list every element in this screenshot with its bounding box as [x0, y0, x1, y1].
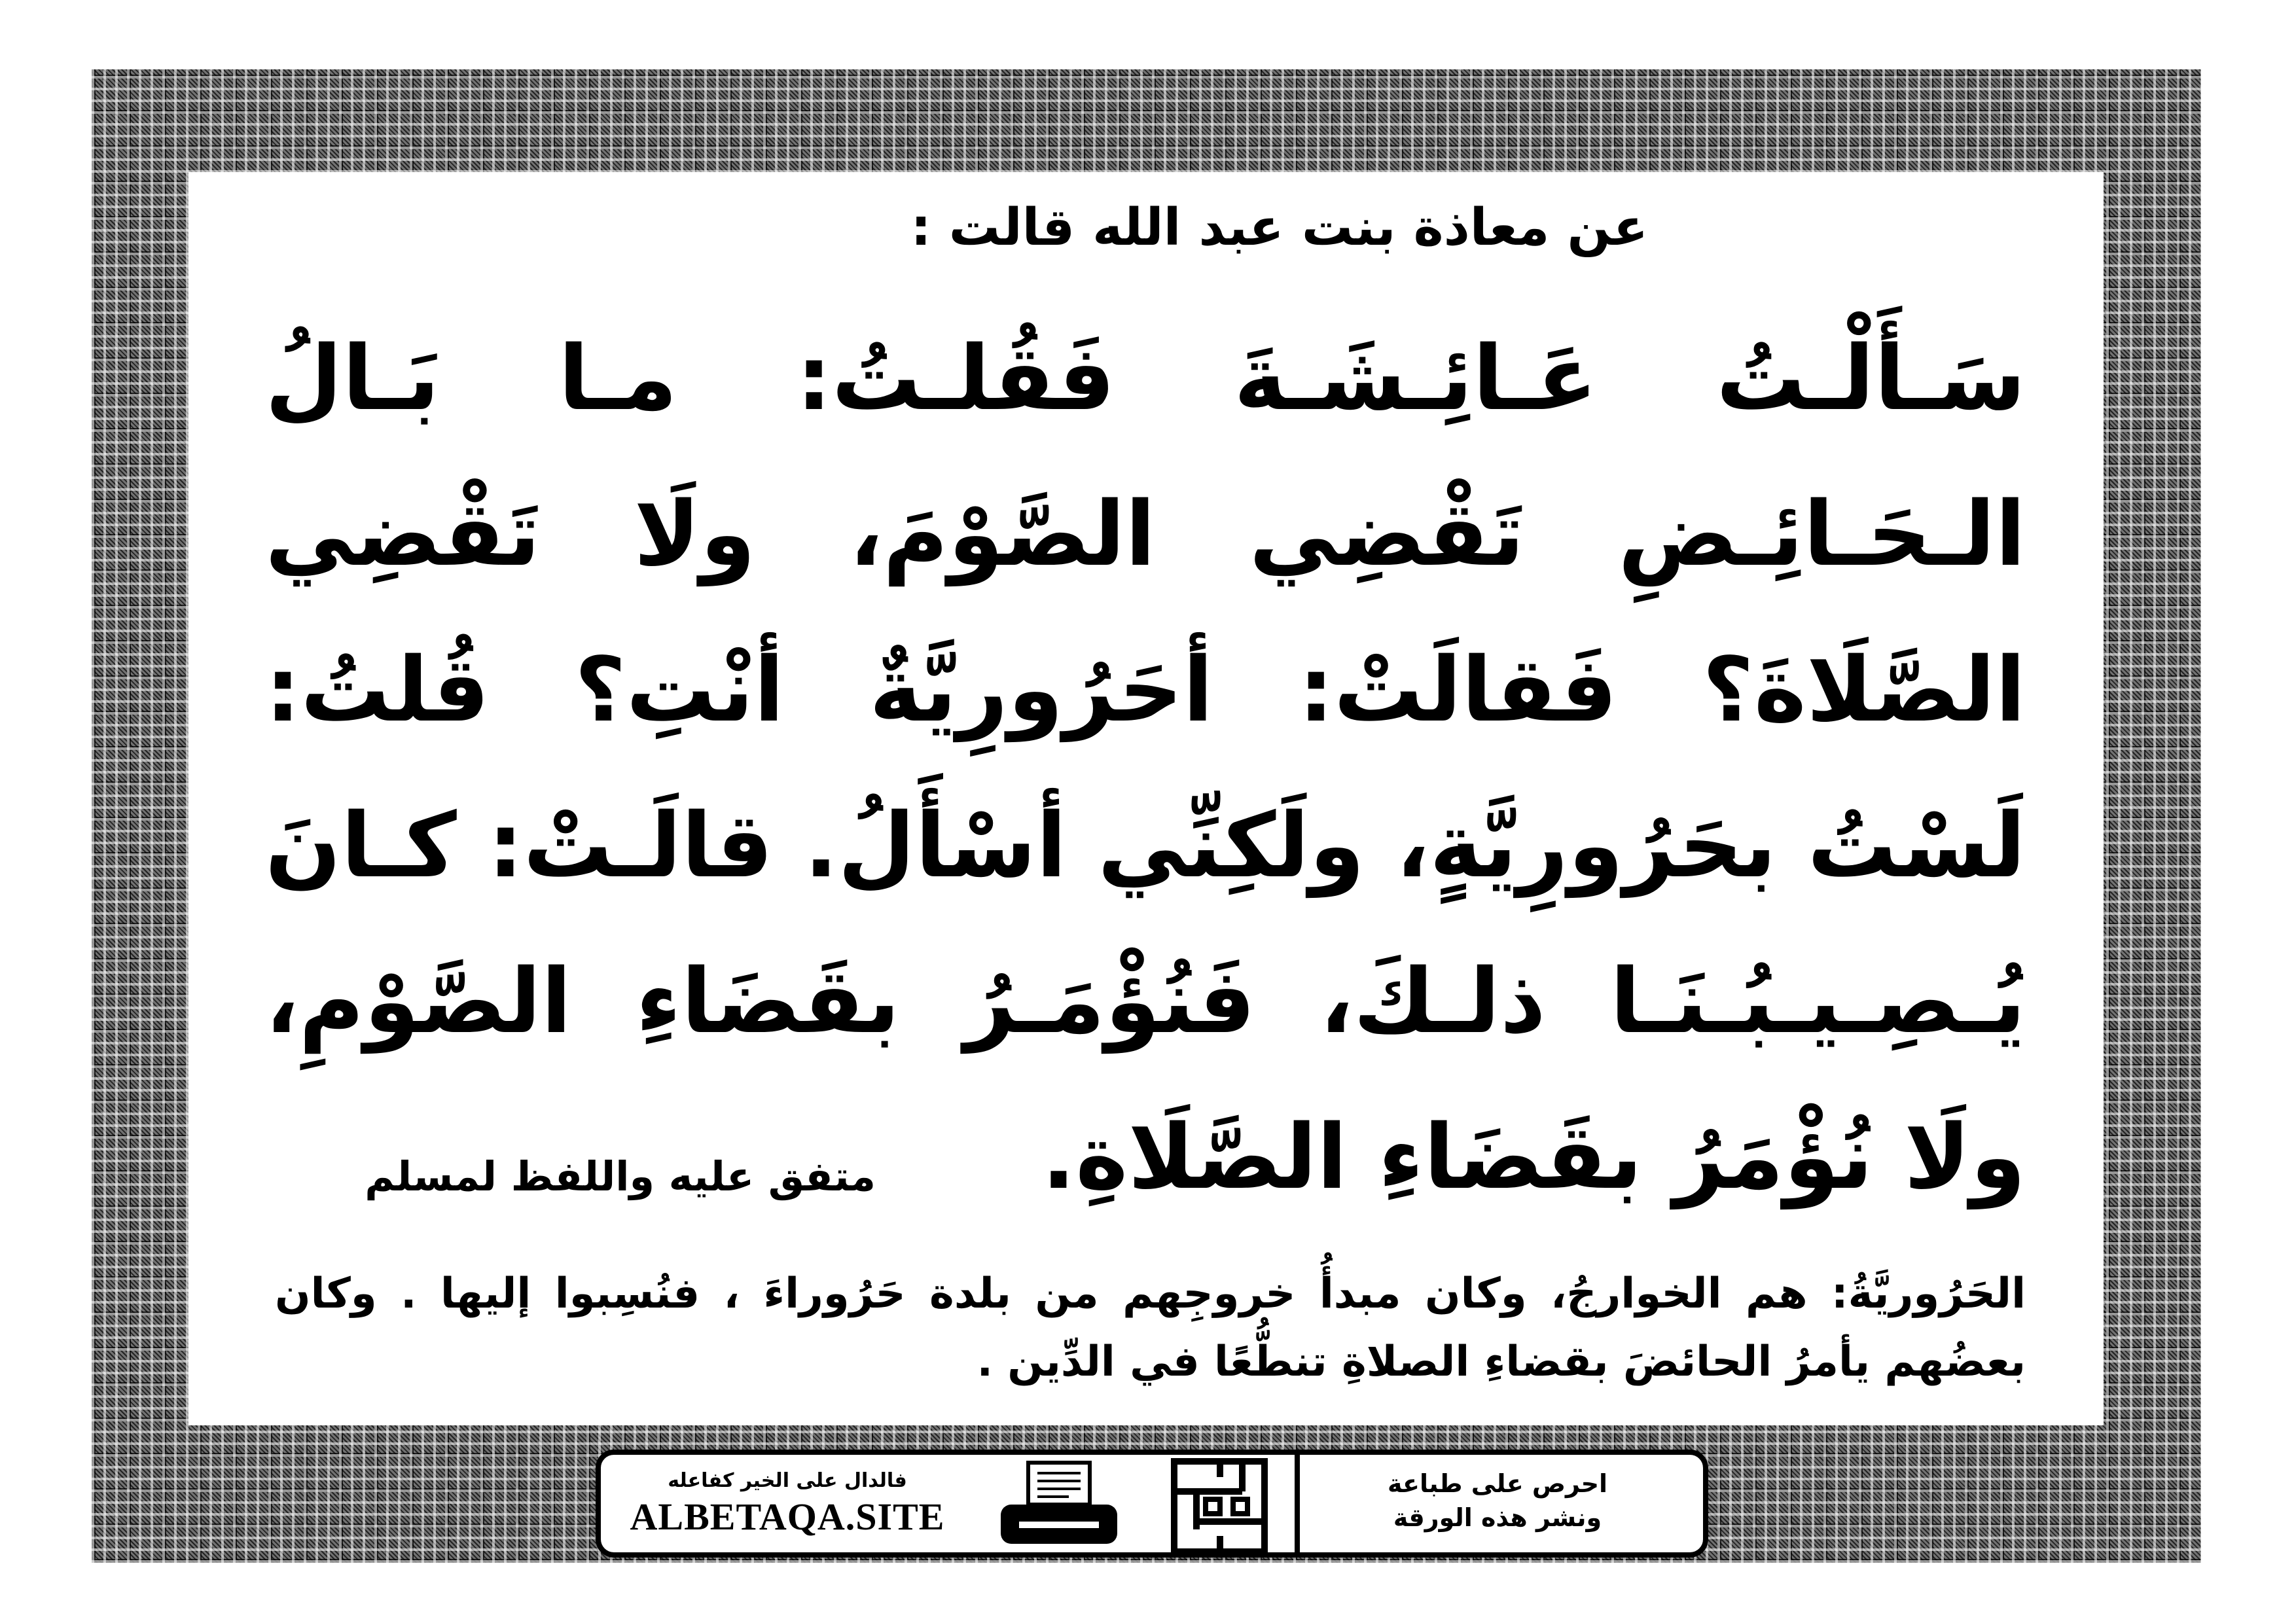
footer-banner: [596, 1450, 1708, 1558]
site-tagline: فالدال على الخير كفاعله: [668, 1469, 907, 1492]
hadith-text: سَـأَلْـتُ عَـائِـشَـةَ فَقُلـتُ: مـا بَـالُ الـحَـائِـضِ تَقْضِي الصَّوْمَ، ولَا تَقْضِي الصَّلَاةَ؟ فَقالَتْ: أحَرُورِيَّةٌ أنْتِ؟ قُلتُ: لَسْتُ بحَرُورِيَّةٍ، ولَكِنِّي أسْأَلُ. قالَـتْ: كـانَ يُـصِـيـبُـنَـا ذلـكَ، فَنُؤْمَـرُ بقَضَاءِ الصَّوْمِ، ولَا نُؤْمَرُ بقَضَاءِ الصَّلَاةِ.: [265, 327, 2026, 1209]
printer-icon: [997, 1460, 1121, 1548]
dawat-alwaraqa-logo: [1170, 1457, 1268, 1556]
narrator-line: عن معاذة بنت عبد الله قالت :: [910, 198, 1648, 257]
site-block: [614, 1467, 961, 1540]
hadith-source: متفق عليه واللفظ لمسلم: [365, 1152, 876, 1200]
footnote-explanation: الحَرُوريَّةُ: هم الخوارجُ، وكان مبدأُ خروجِهم من بلدة حَرُوراءَ ، فنُسِبوا إليها . وكان بعضُهم يأمرُ الحائضَ بقضاءِ الصلاةِ تنطُّعًا في الدِّين .: [275, 1270, 2026, 1386]
print-line-1: احرص على طباعة: [1387, 1469, 1608, 1498]
print-line-2: ونشر هذه الورقة: [1393, 1503, 1602, 1532]
print-encouragement: [1314, 1467, 1681, 1540]
banner-divider: [1295, 1455, 1300, 1552]
site-url[interactable]: ALBETAQA.SITE: [630, 1495, 945, 1538]
